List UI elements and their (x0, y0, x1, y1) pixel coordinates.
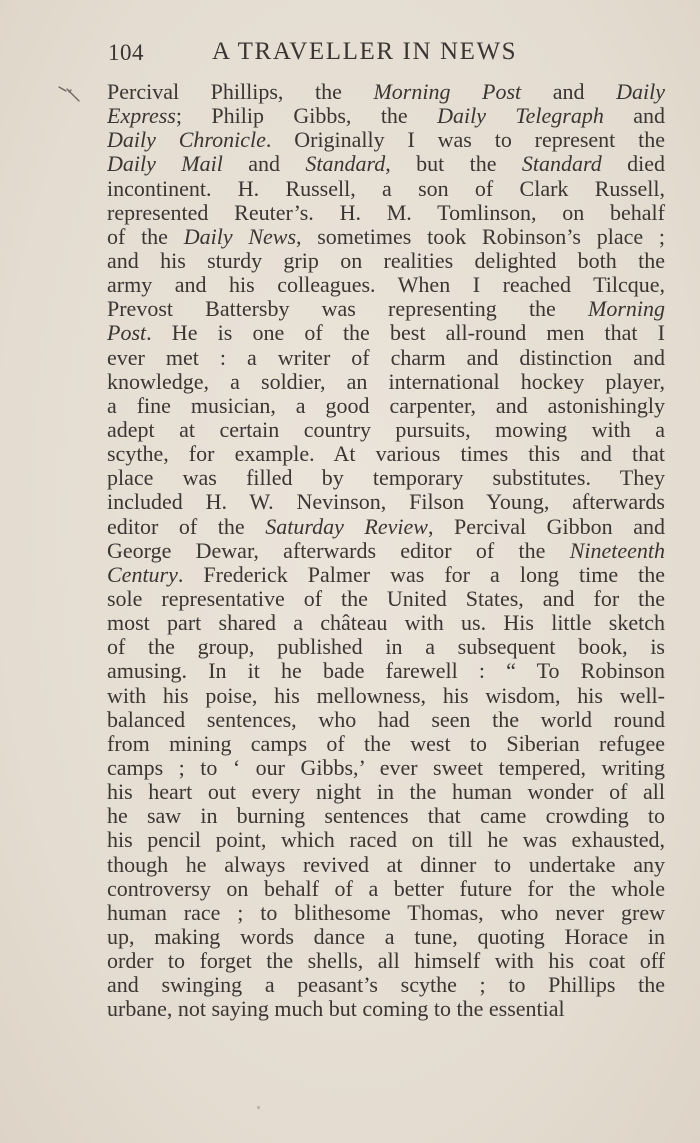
text-line: sole representative of the United States, and for the (107, 586, 665, 611)
text-line: camps ; to ‘ our Gibbs,’ ever sweet tempered, writing (107, 755, 665, 780)
running-title: A TRAVELLER IN NEWS (212, 38, 518, 65)
text-line: up, making words dance a tune, quoting Horace in (107, 924, 665, 949)
text-line: Percival Phillips, the Morning Post and Daily (107, 80, 665, 104)
text-line: human race ; to blithesome Thomas, who never grew (107, 900, 665, 925)
text-line: controversy on behalf of a better future for the whole (107, 876, 665, 901)
text-line: with his poise, his mellowness, his wisdom, his well- (107, 683, 665, 708)
paper-speck (257, 1106, 260, 1109)
text-line: editor of the Saturday Review, Percival Gibbon and (107, 514, 665, 539)
text-line: incontinent. H. Russell, a son of Clark Russell, (107, 176, 665, 201)
text-line: Daily Chronicle. Originally I was to represent the (107, 128, 665, 153)
text-line: his pencil point, which raced on till he was exhausted, (107, 828, 665, 853)
text-line: of the Daily News, sometimes took Robinson’s place ; (107, 224, 665, 249)
text-line: ever met : a writer of charm and distinction and (107, 345, 665, 370)
page-number: 104 (108, 40, 144, 65)
text-line: adept at certain country pursuits, mowing with a (107, 417, 665, 442)
text-line: Daily Mail and Standard, but the Standard died (107, 152, 665, 177)
text-line: and his sturdy grip on realities delighted both the (107, 248, 665, 273)
text-line: and swinging a peasant’s scythe ; to Phillips the (107, 973, 665, 998)
text-line: included H. W. Nevinson, Filson Young, afterwards (107, 490, 665, 515)
text-line: order to forget the shells, all himself with his coat off (107, 949, 665, 974)
text-line: balanced sentences, who had seen the world round (107, 707, 665, 732)
text-line: from mining camps of the west to Siberian refugee (107, 731, 665, 756)
text-line: Prevost Battersby was representing the Morning (107, 297, 665, 322)
text-line: most part shared a château with us. His little sketch (107, 611, 665, 636)
text-line: of the group, published in a subsequent book, is (107, 635, 665, 660)
text-line: urbane, not saying much but coming to the essential (107, 997, 565, 1022)
text-line: army and his colleagues. When I reached Tilcque, (107, 273, 665, 298)
text-line: scythe, for example. At various times this and that (107, 442, 665, 467)
text-line: Express; Philip Gibbs, the Daily Telegraph and (107, 104, 665, 129)
text-line: a fine musician, a good carpenter, and astonishingly (107, 393, 665, 418)
text-line: represented Reuter’s. H. M. Tomlinson, on behalf (107, 200, 665, 225)
text-line: amusing. In it he bade farewell : “ To Robinson (107, 659, 665, 684)
text-line: knowledge, a soldier, an international hockey player, (107, 369, 665, 394)
running-head (108, 38, 668, 72)
text-line: Century. Frederick Palmer was for a long time the (107, 562, 665, 587)
text-line: place was filled by temporary substitutes. They (107, 466, 665, 491)
text-line: he saw in burning sentences that came crowding to (107, 804, 665, 829)
text-line: his heart out every night in the human wonder of all (107, 780, 665, 805)
text-line: George Dewar, afterwards editor of the Nineteenth (107, 538, 665, 563)
body-text (107, 80, 665, 1021)
text-line: Post. He is one of the best all-round men that I (107, 321, 665, 346)
margin-pencil-mark (57, 84, 85, 106)
text-line: though he always revived at dinner to undertake any (107, 852, 665, 877)
